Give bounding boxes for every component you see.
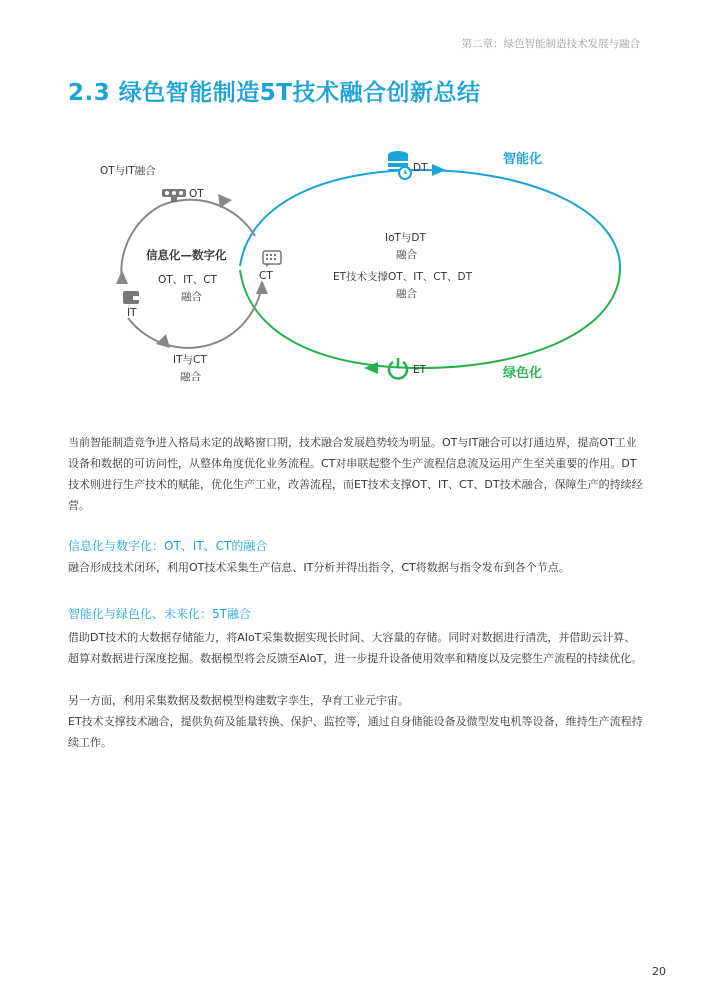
sensor-icon [161, 186, 187, 204]
inner-arc-top [160, 200, 255, 236]
inner-arrow-left [116, 270, 128, 284]
inner-arc-left [121, 206, 160, 282]
section1-title: 信息化与数字化：OT、IT、CT的融合 [68, 539, 268, 553]
ct-label: CT [259, 270, 273, 282]
dt-label: DT [413, 162, 428, 174]
it-ct-line2: 融合 [180, 371, 201, 383]
dt-arrow [432, 164, 446, 176]
it-ct-line1: IT与CT [173, 354, 207, 366]
database-icon [386, 150, 412, 180]
diagram-svg [0, 0, 710, 420]
center-line1: OT、IT、CT [158, 274, 217, 286]
it-label: IT [127, 307, 137, 319]
chapter-header: 第二章：绿色智能制造技术发展与融合 [461, 38, 640, 50]
section2-title: 智能化与绿色化、未来化：5T融合 [68, 607, 251, 621]
smart-arc [240, 170, 620, 268]
page-number: 20 [652, 965, 666, 978]
section1-body: 融合形成技术闭环，利用OT技术采集生产信息、IT分析并得出指令，CT将数据与指令发布到各个节点。 [68, 561, 570, 574]
wallet-icon [122, 288, 140, 306]
iot-dt-line2: 融合 [396, 249, 417, 261]
smart-label: 智能化 [503, 152, 543, 167]
inner-arc-bottom [128, 318, 222, 348]
green-label: 绿色化 [503, 366, 543, 381]
iot-dt-line1: IoT与DT [385, 232, 426, 244]
section2-body2: 另一方面，利用采集数据及数据模型构建数字孪生，孕育工业元宇宙。 [68, 694, 409, 707]
et-support-line2: 融合 [396, 288, 417, 300]
fusion-diagram [0, 0, 710, 420]
section2-body1: 借助DT技术的大数据存储能力，将AIoT采集数据实现长时间、大容量的存储。同时对数据进行清洗，并借助云计算、超算对数据进行深度挖掘。数据模型将会反馈至AIoT，进一步提升设备使用效率和精度以及完整生产流程的持续优化。 [68, 631, 643, 665]
et-label: ET [413, 364, 427, 376]
keypad-icon [262, 250, 282, 268]
ot-label: OT [189, 188, 204, 200]
et-support-line1: ET技术支撑OT、IT、CT、DT [333, 271, 472, 283]
intro-paragraph: 当前智能制造竞争进入格局未定的战略窗口期，技术融合发展趋势较为明显。OT与IT融合可以打通边界，提高OT工业设备和数据的可访问性，从整体角度优化业务流程。CT对串联起整个生产流程信息流及运用产生至关重要的作用。DT技术则进行生产技术的赋能，优化生产工业，改善流程，而ET技术支撑OT、IT、CT、DT技术融合，保障生产的持续经营。 [68, 436, 643, 512]
inner-arrow-top [218, 194, 232, 208]
section-title: 2.3 绿色智能制造5T技术融合创新总结 [68, 80, 481, 106]
inner-arc-right [222, 285, 262, 340]
section2-body3: ET技术支撑技术融合，提供负荷及能量转换、保护、监控等，通过自身储能设备及微型发电机等设备，维持生产流程持续工作。 [68, 715, 643, 749]
power-icon [386, 356, 410, 380]
center-title: 信息化—数字化 [146, 248, 227, 262]
center-line2: 融合 [181, 291, 202, 303]
ot-it-fusion-label: OT与IT融合 [100, 165, 156, 177]
